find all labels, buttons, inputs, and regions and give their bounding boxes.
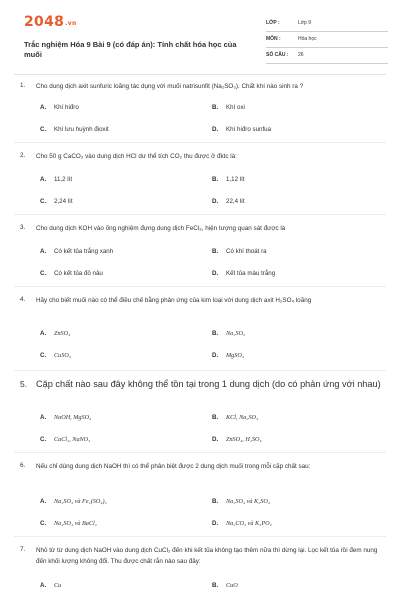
option-text: Khí oxi (226, 104, 245, 111)
logo-suffix: .vn (65, 20, 77, 27)
option-letter: B. (212, 104, 219, 111)
question-text: Cho 50 g CaCO₃ vào dung dịch HCl dư thể tích CO₂ thu được ở đktc là: (36, 153, 237, 160)
option-text: 22,4 lít (226, 198, 245, 205)
meta-value: 26 (298, 52, 304, 58)
option-letter: C. (40, 270, 47, 277)
option-letter: A. (40, 248, 47, 255)
option-text: KCl, Na₂SO₄ (226, 414, 259, 421)
option-letter: B. (212, 330, 219, 337)
question-text: Cho dung dịch KOH vào ống nghiệm đựng dung dịch FeCl₃, hiện tượng quan sát được là (36, 225, 286, 232)
option-letter: A. (40, 498, 47, 505)
option-letter: A. (40, 104, 47, 111)
question-text: Nếu chỉ dùng dung dịch NaOH thì có thể phân biệt được 2 dung dịch muối trong mỗi cặp chất sau: (36, 463, 311, 470)
site-logo[interactable] (24, 14, 77, 30)
question-divider (14, 452, 386, 453)
option-text: Có khí thoát ra (226, 248, 267, 255)
question-number: 4. (20, 296, 26, 303)
meta-label: MÔN : (266, 36, 281, 42)
option-letter: A. (40, 582, 47, 589)
meta-row-question-count (266, 48, 388, 64)
option-text: 2,24 lít (54, 198, 73, 205)
option-text: 11,2 lít (54, 176, 73, 183)
option-text: Cu (54, 582, 62, 589)
option-letter: B. (212, 248, 219, 255)
option-text: Khí hiđro sunfua (226, 126, 272, 133)
option-letter: A. (40, 176, 47, 183)
option-letter: D. (212, 520, 219, 527)
question-text: Hãy cho biết muối nào có thể điều chế bằng phản ứng của kim loại với dung dịch axit H₂SO₄ loãng (36, 297, 312, 304)
option-letter: C. (40, 126, 47, 133)
option-text: Na₂SO₄ và K₂SO₄ (226, 498, 271, 505)
document-title: Trắc nghiệm Hóa 9 Bài 9 (có đáp án): Tính chất hóa học của muối (24, 40, 237, 59)
option-letter: D. (212, 198, 219, 205)
question-number: 6. (20, 462, 26, 469)
meta-value: Hóa học (298, 36, 317, 42)
meta-value: Lớp 9 (298, 20, 312, 26)
question-divider (14, 214, 386, 215)
document-header (14, 10, 386, 70)
option-letter: D. (212, 436, 219, 443)
option-text: Có kết tủa đỏ nâu (54, 270, 103, 277)
meta-label: SỐ CÂU : (266, 52, 289, 58)
meta-label: LỚP : (266, 20, 280, 26)
question-text: Cặp chất nào sau đây không thể tồn tại trong 1 dung dịch (do có phản ứng với nhau) (36, 379, 381, 389)
option-letter: C. (40, 520, 47, 527)
option-text: Na₂SO₄ và BaCl₂ (54, 520, 97, 527)
question-number: 2. (20, 152, 26, 159)
option-text: CuO (226, 582, 238, 589)
option-text: NaOH, MgSO₄ (54, 414, 92, 421)
option-letter: B. (212, 582, 219, 589)
option-text: MgSO₃ (226, 352, 244, 359)
option-text: ZnSO₄ (54, 330, 71, 337)
question-number: 5. (20, 379, 28, 389)
option-letter: B. (212, 414, 219, 421)
option-text: Khí lưu huỳnh đioxit (54, 126, 109, 133)
question-divider (14, 286, 386, 287)
question-text: Nhỏ từ từ dung dịch NaOH vào dung dịch CuCl₂ đến khi kết tủa không tạo thêm nữa thì dừng lại. Lọc kết tủa rồi đem nung đến khối lượng không đổi. Thu được chất rắn nào sau đây: (36, 547, 378, 565)
meta-table (266, 16, 388, 64)
logo-text: 2048 (24, 14, 65, 30)
meta-row-subject (266, 32, 388, 48)
option-text: ZnSO₄, H₂SO₄ (226, 436, 262, 443)
option-letter: C. (40, 198, 47, 205)
option-text: Kết tủa màu trắng (226, 270, 276, 277)
option-letter: C. (40, 436, 47, 443)
option-text: Khí hiđro (54, 104, 79, 111)
option-letter: A. (40, 414, 47, 421)
option-letter: A. (40, 330, 47, 337)
header-divider (14, 74, 386, 75)
question-divider (14, 142, 386, 143)
option-text: CaCl₂, NaNO₃ (54, 436, 91, 443)
question-divider (14, 370, 386, 371)
option-text: Na₂CO₃ và K₃PO₄ (226, 520, 272, 527)
meta-row-class (266, 16, 388, 32)
option-text: 1,12 lít (226, 176, 245, 183)
question-number: 1. (20, 82, 26, 89)
option-letter: D. (212, 126, 219, 133)
option-text: CuSO₄ (54, 352, 71, 359)
option-letter: C. (40, 352, 47, 359)
option-text: Na₂SO₃ (226, 330, 246, 337)
option-letter: D. (212, 352, 219, 359)
question-divider (14, 536, 386, 537)
question-number: 7. (20, 546, 26, 553)
option-letter: B. (212, 498, 219, 505)
question-number: 3. (20, 224, 26, 231)
option-text: Na₂SO₄ và Fe₂(SO₄)₃ (54, 498, 107, 505)
option-letter: B. (212, 176, 219, 183)
question-text: Cho dung dịch axit sunfuric loãng tác dụng với muối natrisunfit (Na₂SO₃). Chất khí nào sinh ra ? (36, 83, 304, 90)
option-letter: D. (212, 270, 219, 277)
option-text: Có kết tủa trắng xanh (54, 248, 114, 255)
